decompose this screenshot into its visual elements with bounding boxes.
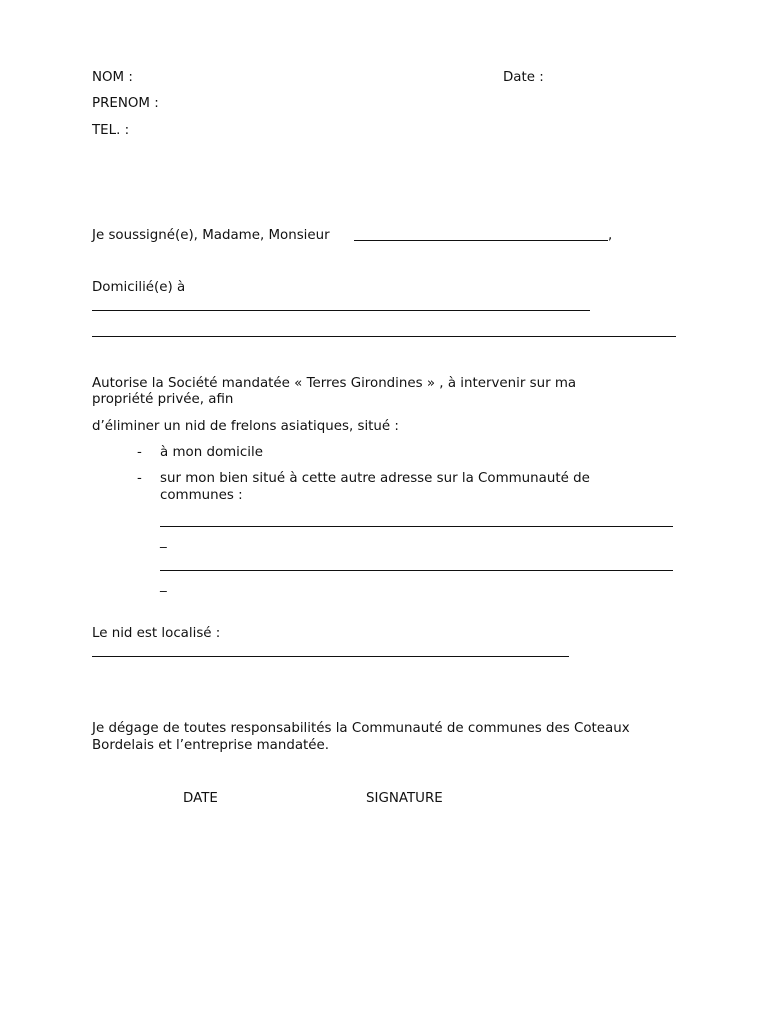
date-signature-label: DATE [183,791,218,806]
name-fill-line [354,240,608,241]
other-address-fill-line-2 [160,570,673,571]
soussigne-comma: , [608,228,613,243]
bullet-marker-2: - [137,471,142,486]
address-fill-line-2 [92,336,676,337]
prenom-label: PRENOM : [92,96,159,111]
address-fill-line-1 [92,310,590,311]
eliminer-text: d’éliminer un nid de frelons asiatiques, situé : [92,419,399,434]
other-address-fill-line-1 [160,526,673,527]
continuation-mark-1: _ [160,534,167,549]
degage-line-2: Bordelais et l’entreprise mandatée. [92,738,330,753]
soussigne-text: Je soussigné(e), Madame, Monsieur [92,228,330,243]
nid-localise-text: Le nid est localisé : [92,626,221,641]
option-domicile: à mon domicile [160,445,263,460]
domicilie-text: Domicilié(e) à [92,280,186,295]
tel-label: TEL. : [92,123,130,138]
continuation-mark-2: _ [160,578,167,593]
signature-label: SIGNATURE [366,791,443,806]
date-label-header: Date : [503,70,544,85]
option-autre-line-1: sur mon bien situé à cette autre adresse sur la Communauté de [160,471,590,486]
location-fill-line [92,656,569,657]
autorise-line-2: propriété privée, afin [92,392,234,407]
bullet-marker-1: - [137,445,142,460]
degage-line-1: Je dégage de toutes responsabilités la Communauté de communes des Coteaux [92,721,630,736]
nom-label: NOM : [92,70,133,85]
option-autre-line-2: communes : [160,488,243,503]
autorise-line-1: Autorise la Société mandatée « Terres Girondines » , à intervenir sur ma [92,376,577,391]
